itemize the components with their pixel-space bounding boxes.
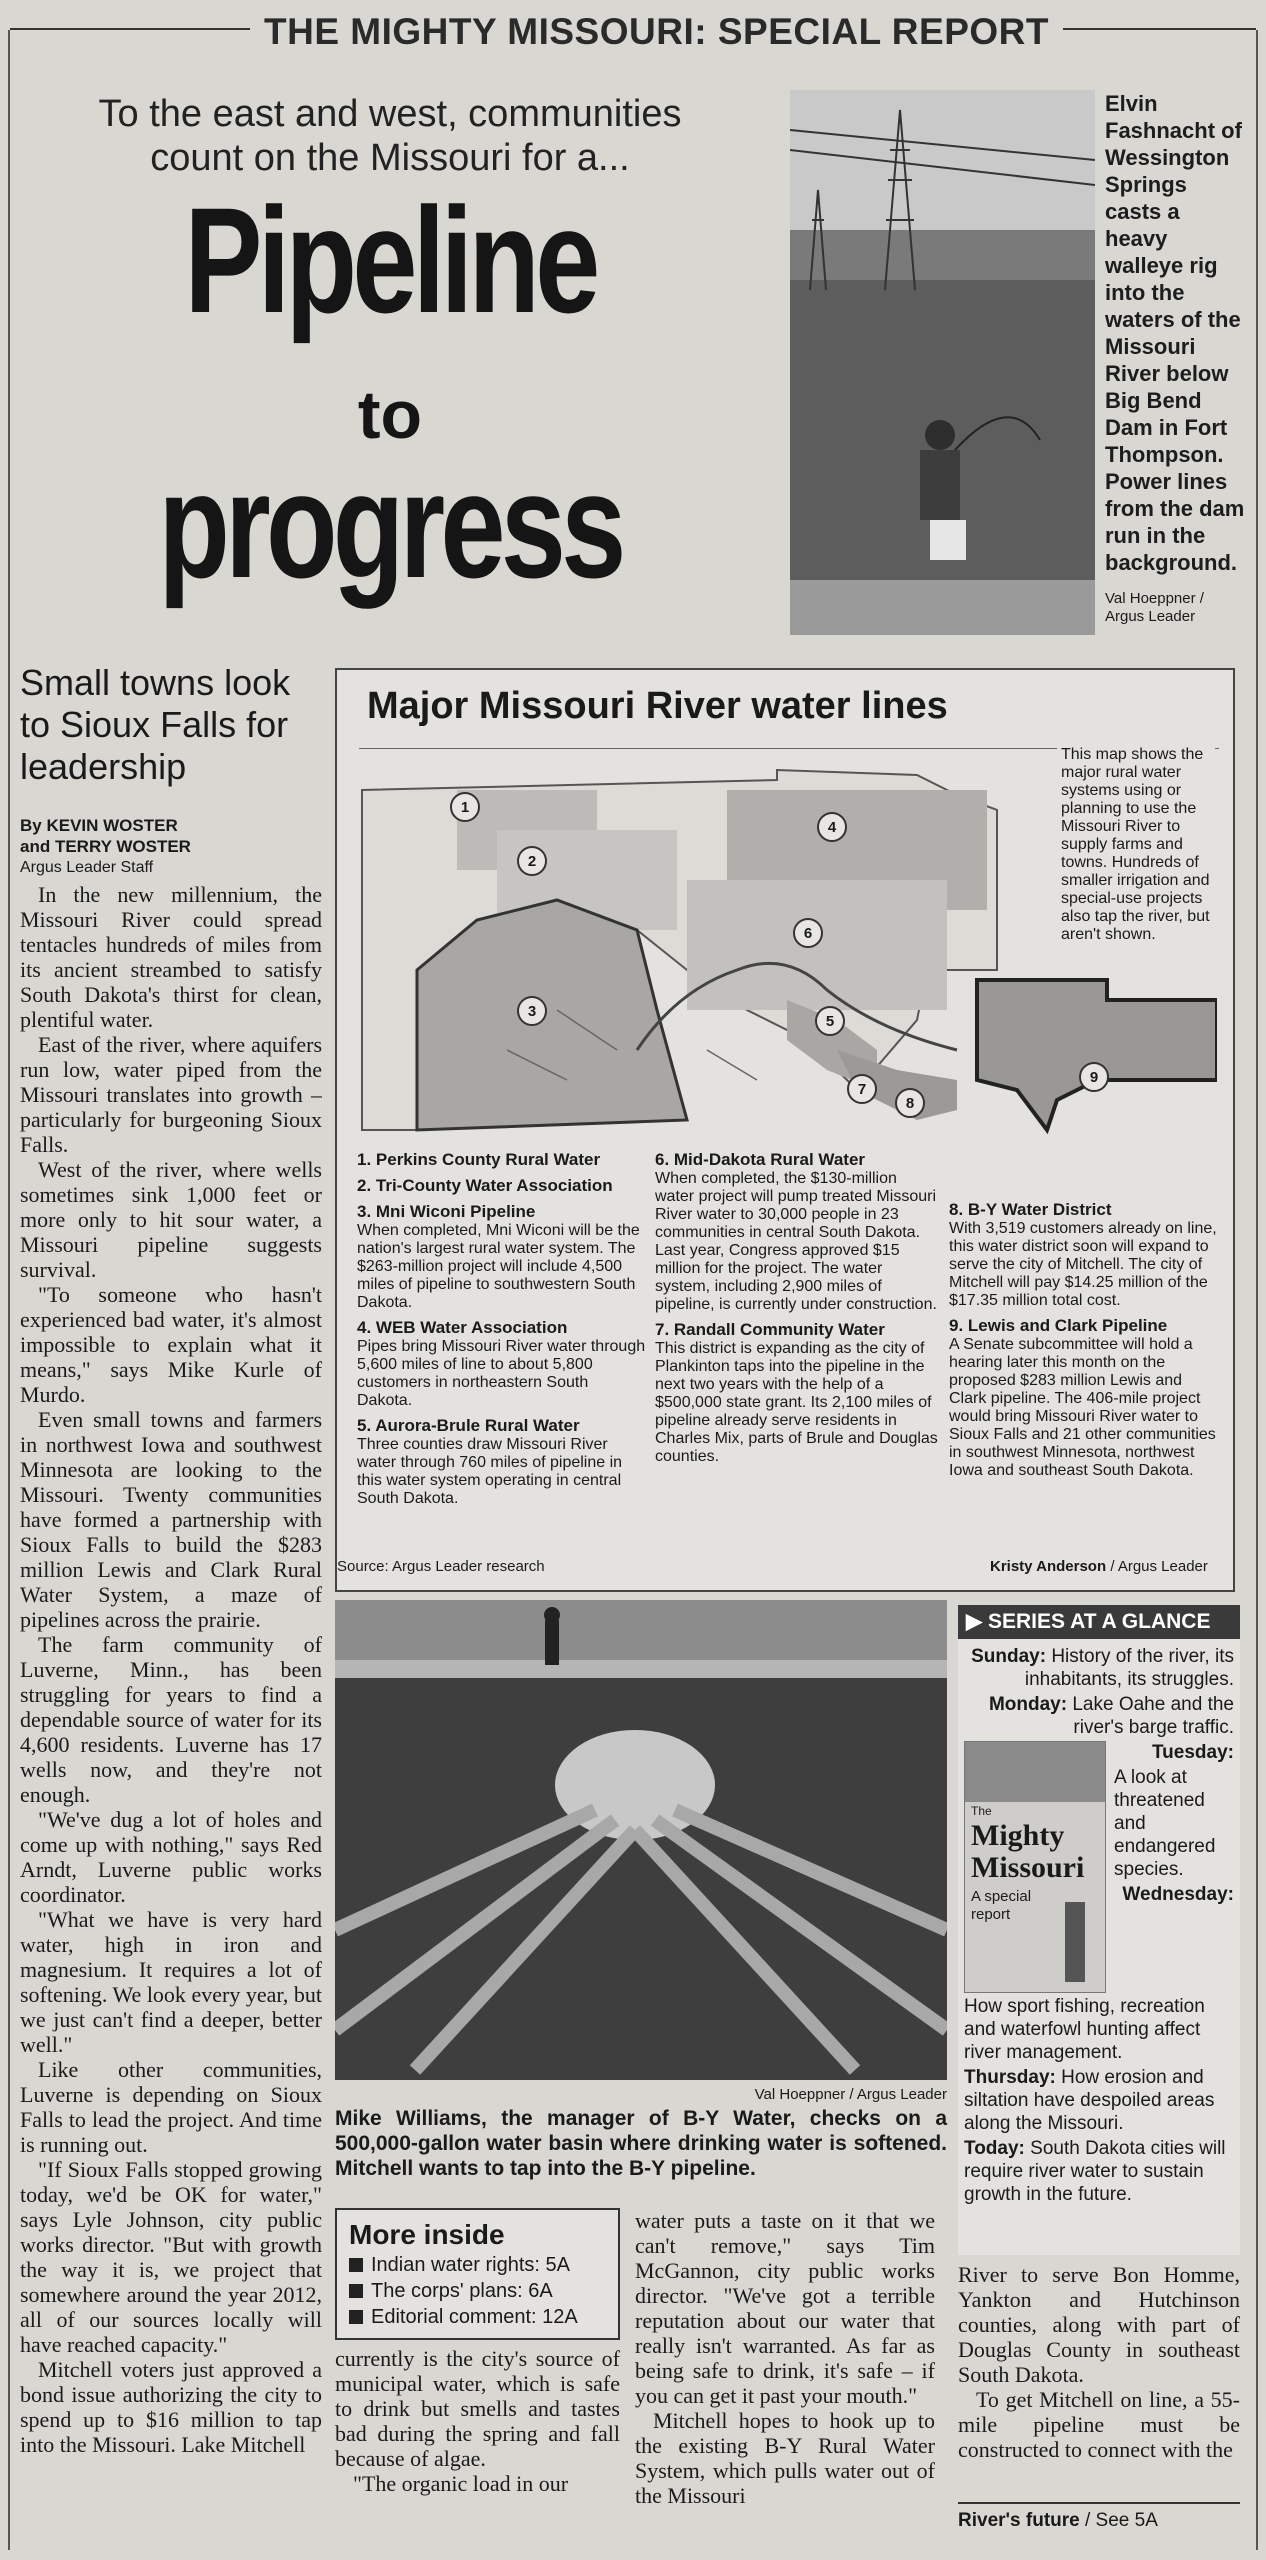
- more-inside-item-label: Editorial comment: 12A: [371, 2306, 578, 2328]
- more-inside-item[interactable]: [349, 2278, 618, 2304]
- glance-text: Lake Oahe and the river's barge traffic.: [1072, 1694, 1234, 1738]
- legend-title: 8. B-Y Water District: [949, 1200, 1112, 1219]
- glance-day: Today:: [964, 2138, 1025, 2159]
- paragraph: To get Mitchell on line, a 55-mile pipeline must be constructed to connect with the: [958, 2387, 1240, 2462]
- paragraph: Mitchell hopes to hook up to the existing B-Y Rural Water System, which pulls water out of the Missouri: [635, 2408, 935, 2508]
- headline-word-to: to: [357, 377, 423, 453]
- legend-title: 9. Lewis and Clark Pipeline: [949, 1316, 1168, 1335]
- paragraph: "We've dug a lot of holes and come up with nothing," says Red Arndt, Luverne public works coordinator.: [20, 1807, 322, 1907]
- paragraph: West of the river, where wells sometimes sink 1,000 feet or more only to hit sour water, a Missouri pipeline suggests survival.: [20, 1157, 322, 1282]
- map-marker-5: 5: [815, 1006, 845, 1036]
- logo-title-line-1: Mighty: [971, 1819, 1065, 1852]
- glance-today: [964, 2137, 1234, 2206]
- map-graphic: [335, 668, 1235, 1592]
- fisherman-photo: [790, 90, 1095, 635]
- bullet-square-icon: [349, 2258, 363, 2272]
- map-source: Source: Argus Leader research: [337, 1558, 545, 1575]
- map-credit-name: Kristy Anderson: [990, 1558, 1107, 1575]
- paragraph: Mitchell voters just approved a bond issue authorizing the city to spend up to $16 million to tap into the Missouri. Lake Mitchell: [20, 2357, 322, 2457]
- logo-photo-strip: [965, 1742, 1105, 1802]
- jump-label: River's future: [958, 2510, 1080, 2531]
- paragraph: East of the river, where aquifers run low, water piped from the Missouri translates into growth – particularly for burgeoning Sioux Falls.: [20, 1032, 322, 1157]
- logo-figure: [1065, 1902, 1085, 1982]
- legend-text: Pipes bring Missouri River water through 5,600 miles of line to about 5,800 customers in northeastern South Dakota.: [357, 1338, 646, 1409]
- byline-staff: Argus Leader Staff: [20, 859, 154, 876]
- glance-middle: [958, 1741, 1240, 1993]
- glance-text: How erosion and siltation have despoiled areas along the Missouri.: [964, 2067, 1215, 2134]
- more-inside-title: More inside: [349, 2219, 505, 2250]
- legend-title: 4. WEB Water Association: [357, 1318, 568, 1337]
- top-photo-credit: Val Hoeppner / Argus Leader: [1105, 590, 1204, 625]
- glance-day: Sunday:: [971, 1646, 1047, 1667]
- legend-text: With 3,519 customers already on line, this water district soon will expand to serve the city of Mitchell. The city of Mitchell will pay $14.25 million of the $17.35 million total cost.: [949, 1220, 1217, 1309]
- glance-side: [1106, 1741, 1234, 1993]
- map-marker-3: 3: [517, 996, 547, 1026]
- mid-photo-credit: Val Hoeppner / Argus Leader: [754, 2086, 947, 2103]
- mighty-missouri-logo: [964, 1741, 1106, 1993]
- byline-author-2: and TERRY WOSTER: [20, 837, 191, 856]
- bullet-square-icon: [349, 2284, 363, 2298]
- bullet-square-icon: [349, 2310, 363, 2324]
- logo-subtitle: A special report: [971, 1888, 1032, 1923]
- glance-day: Wednesday:: [1122, 1884, 1234, 1905]
- paragraph: Even small towns and farmers in northwest Iowa and southwest Minnesota are looking to the Missouri. Twenty communities have formed a partnership with Sioux Falls to build the $283 million Lewis and Clark Rural Water System, a maze of pipelines across the prairie.: [20, 1407, 322, 1632]
- headline-word-pipeline: Pipeline: [184, 176, 596, 344]
- story-column-4: [958, 2262, 1240, 2462]
- story-column-2: [335, 2346, 620, 2496]
- legend-title: 7. Randall Community Water: [655, 1320, 885, 1339]
- top-photo-credit-name: Val Hoeppner: [1105, 590, 1196, 607]
- map-marker-8: 8: [895, 1088, 925, 1118]
- series-at-a-glance: [958, 1605, 1240, 2255]
- legend-item: [357, 1176, 647, 1196]
- jump-page: / See 5A: [1085, 2510, 1158, 2531]
- legend-item: [357, 1318, 647, 1410]
- headline-kicker: To the east and west, communities count on the Missouri for a...: [98, 93, 682, 179]
- legend-text: Three counties draw Missouri River water through 760 miles of pipeline in this water system operating in central South Dakota.: [357, 1436, 623, 1507]
- legend-item: [949, 1200, 1221, 1310]
- map-legend-col-3: [949, 1200, 1221, 1486]
- glance-day: Monday:: [988, 1694, 1068, 1715]
- map-marker-2: 2: [517, 846, 547, 876]
- play-arrow-icon: ▶: [966, 1610, 983, 1633]
- glance-title: SERIES AT A GLANCE: [988, 1610, 1211, 1633]
- top-photo-caption: Elvin Fashnacht of Wessington Springs casts a heavy walleye rig into the waters of the Missouri River below Big Bend Dam in Fort Thompson. Power lines from the dam run in the background.: [1105, 91, 1245, 575]
- glance-text: South Dakota cities will require river water to sustain growth in the future.: [964, 2138, 1226, 2205]
- map-marker-9: 9: [1079, 1062, 1109, 1092]
- paragraph: "The organic load in our: [353, 2471, 569, 2496]
- map-marker-4: 4: [817, 812, 847, 842]
- glance-header: [958, 1605, 1240, 1639]
- glance-sunday: [964, 1645, 1234, 1691]
- more-inside-box: [335, 2208, 620, 2340]
- byline-author-1: By KEVIN WOSTER: [20, 816, 178, 835]
- paragraph: "If Sioux Falls stopped growing today, we'd be OK for water," says Lyle Johnson, city public works director. "But with growth the way it is, we project that somewhere around the year 2012, all of our sources locally will have reached capacity.": [20, 2157, 322, 2357]
- map-note: This map shows the major rural water systems using or planning to use the Missouri River to supply farms and towns. Hundreds of smaller irrigation and special-use projects also tap the river, but aren't shown.: [1057, 742, 1215, 948]
- legend-title: 2. Tri-County Water Association: [357, 1176, 613, 1195]
- glance-tuesday-text: A look at threatened and endangered species.: [1114, 1767, 1216, 1880]
- masthead: THE MIGHTY MISSOURI: SPECIAL REPORT: [250, 12, 1063, 52]
- glance-bottom: [958, 1993, 1240, 2210]
- paragraph: River to serve Bon Homme, Yankton and Hutchinson counties, along with part of Douglas County in southeast South Dakota.: [958, 2262, 1240, 2387]
- glance-wednesday-text: How sport fishing, recreation and waterfowl hunting affect river management.: [964, 1996, 1205, 2063]
- more-inside-item[interactable]: [349, 2252, 618, 2278]
- glance-top: [958, 1639, 1240, 1739]
- paragraph: Like other communities, Luverne is depending on Sioux Falls to lead the project. And time is running out.: [20, 2057, 322, 2157]
- legend-item: [357, 1202, 647, 1312]
- glance-day: Thursday:: [964, 2067, 1056, 2088]
- legend-title: 6. Mid-Dakota Rural Water: [655, 1150, 866, 1169]
- logo-title-line-2: Missouri: [971, 1851, 1085, 1884]
- story-column-1: [20, 882, 322, 2542]
- mid-photo-caption: Mike Williams, the manager of B-Y Water, checks on a 500,000-gallon water basin where drinking water is softened. Mitchell wants to tap into the B-Y pipeline.: [335, 2107, 947, 2180]
- paragraph: In the new millennium, the Missouri River could spread tentacles hundreds of miles from its ancient streambed to satisfy South Dakota's thirst for clean, plentiful water.: [20, 882, 322, 1032]
- paragraph: "What we have is very hard water, high in iron and magnesium. It requires a lot of softening. We look every year, but we just can't find a deeper, better well.": [20, 1907, 322, 2057]
- more-inside-item[interactable]: [349, 2304, 618, 2330]
- legend-item: [949, 1316, 1221, 1480]
- more-inside-item-label: Indian water rights: 5A: [371, 2254, 570, 2276]
- legend-title: 1. Perkins County Rural Water: [357, 1150, 601, 1169]
- top-photo-credit-org: Argus Leader: [1105, 608, 1196, 625]
- paragraph: The farm community of Luverne, Minn., has been struggling for years to find a dependable source of water for its 4,600 residents. Luverne has 17 wells now, and they're not enough.: [20, 1632, 322, 1807]
- story-subhead: Small towns look to Sioux Falls for leadership: [20, 662, 291, 787]
- glance-thursday: [964, 2066, 1234, 2135]
- logo-small-word: The: [971, 1804, 992, 1818]
- legend-item: [655, 1150, 940, 1314]
- map-title: Major Missouri River water lines: [367, 685, 948, 727]
- legend-text: When completed, Mni Wiconi will be the nation's largest rural water system. The $263-million project will include 4,500 miles of pipeline to southwestern South Dakota.: [357, 1222, 640, 1311]
- water-basin-photo: [335, 1600, 947, 2080]
- map-marker-1: 1: [450, 792, 480, 822]
- more-inside-item-label: The corps' plans: 6A: [371, 2280, 553, 2302]
- map-credit-org: / Argus Leader: [1110, 1558, 1208, 1575]
- map-legend-col-1: [357, 1150, 647, 1514]
- legend-title: 5. Aurora-Brule Rural Water: [357, 1416, 580, 1435]
- legend-text: When completed, the $130-million water project will pump treated Missouri River water to 30,000 people in 23 communities in central South Dakota. Last year, Congress approved $15 million for the project. The water system, including 2,900 miles of pipeline, is currently under construction.: [655, 1170, 937, 1313]
- glance-monday: [964, 1693, 1234, 1739]
- logo-title: [965, 1820, 1105, 1884]
- map-marker-7: 7: [847, 1074, 877, 1104]
- legend-text: A Senate subcommittee will hold a hearing later this month on the proposed $283 million Lewis and Clark pipeline. The 406-mile project would bring Missouri River water to Sioux Falls and 21 other communities in southwest Minnesota, northwest Iowa and southeast South Dakota.: [949, 1336, 1216, 1479]
- paragraph: water puts a taste on it that we can't remove," says Tim McGannon, city public works director. "We've got a terrible reputation about our water that really isn't warranted. As far as being safe to drink, it's safe – if you can get it past your mouth.": [635, 2208, 935, 2408]
- map-legend-col-2: [655, 1150, 940, 1472]
- byline: [20, 815, 320, 878]
- glance-day: Tuesday:: [1151, 1742, 1234, 1763]
- story-column-3: [635, 2208, 935, 2508]
- legend-text: This district is expanding as the city of Plankinton taps into the pipeline in the next two years with the help of a $500,000 state grant. Its 2,100 miles of pipeline already serve residents in Charles Mix, parts of Brule and Douglas counties.: [655, 1340, 938, 1465]
- right-frame: [1256, 30, 1258, 2550]
- glance-wednesday-day: [1114, 1883, 1234, 1906]
- legend-item: [357, 1416, 647, 1508]
- paragraph: "To someone who hasn't experienced bad water, it's almost impossible to explain what it means," says Mike Kurle of Murdo.: [20, 1282, 322, 1407]
- glance-text: History of the river, its inhabitants, its struggles.: [1024, 1646, 1234, 1690]
- legend-title: 3. Mni Wiconi Pipeline: [357, 1202, 536, 1221]
- map-marker-6: 6: [793, 918, 823, 948]
- glance-tuesday-day: [1114, 1741, 1234, 1764]
- paragraph: currently is the city's source of municipal water, which is safe to drink but smells and tastes bad during the spring and fall because of algae.: [335, 2346, 620, 2471]
- headline-word-progress: progress: [158, 441, 622, 609]
- left-frame: [8, 30, 10, 2550]
- legend-item: [655, 1320, 940, 1466]
- jump-line[interactable]: [958, 2502, 1240, 2532]
- map-credit: [990, 1558, 1208, 1575]
- legend-item: [357, 1150, 647, 1170]
